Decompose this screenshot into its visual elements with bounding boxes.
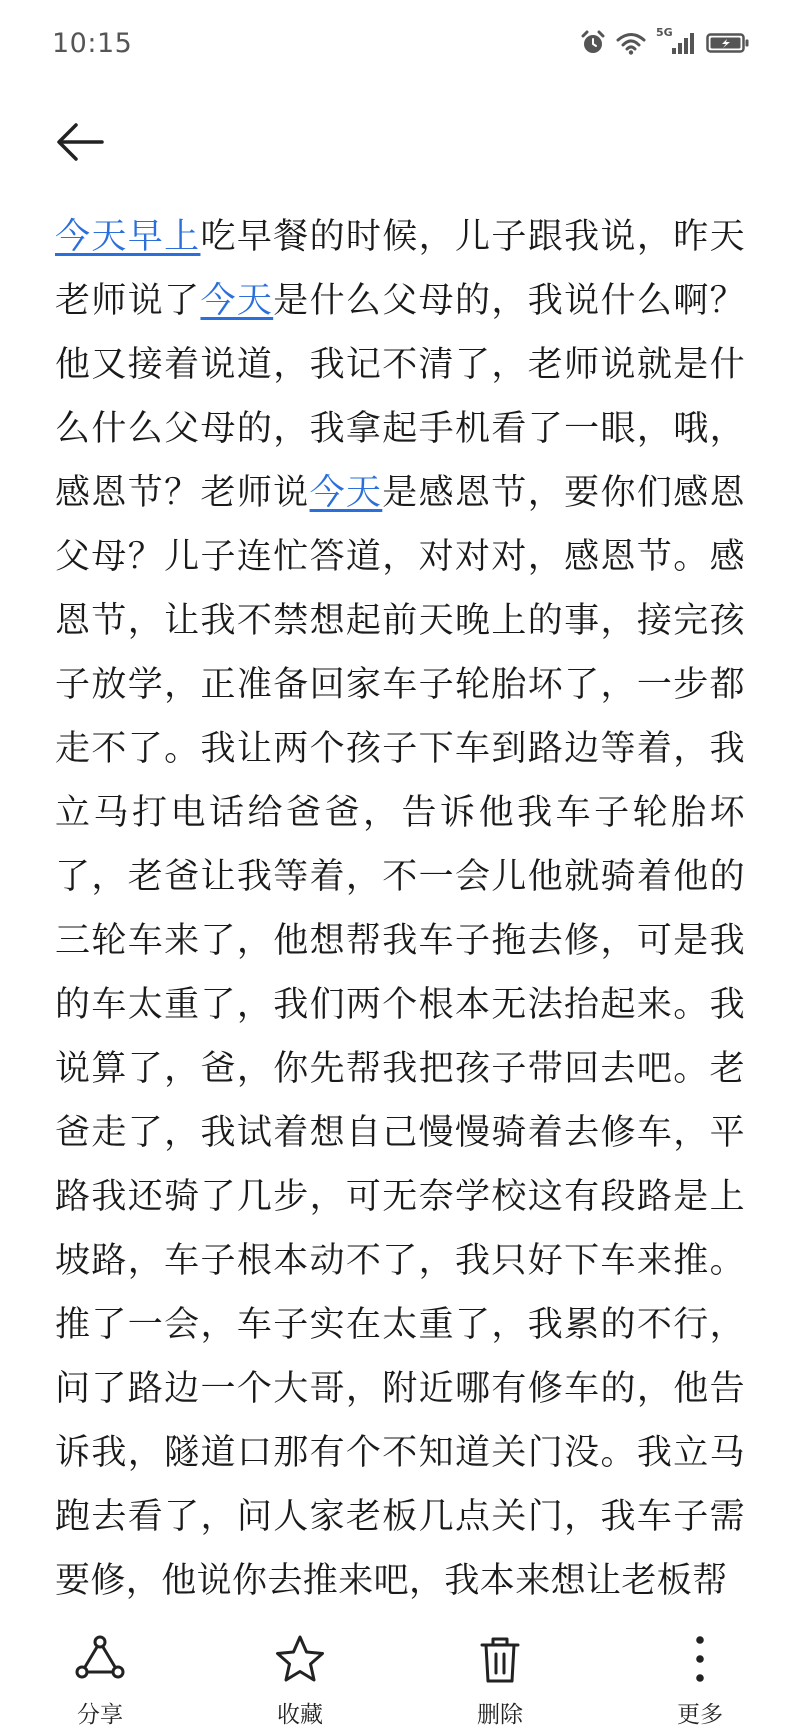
share-button[interactable]	[40, 1632, 160, 1732]
alarm-icon	[580, 30, 606, 56]
share-label: 分享	[77, 1702, 123, 1728]
article-body	[55, 205, 745, 1615]
status-bar	[0, 0, 800, 90]
delete-label: 删除	[477, 1702, 523, 1728]
article-text: 是感恩节，要你们感恩父母？儿子连忙答道，对对对，感恩节。感恩节，让我不禁想起前天晚上的事，接完孩子放学，正准备回家车子轮胎坏了，一步都走不了。我让两个孩子下车到路边等着，我立马打电话给爸爸，告诉他我车子轮胎坏了，老爸让我等着，不一会儿他就骑着他的三轮车来了，他想帮我车子拖去修，可是我的车太重了，我们两个根本无法抬起来。我说算了，爸，你先帮我把孩子带回去吧。老爸走了，我试着想自己慢慢骑着去修车，平路我还骑了几步，可无奈学校这有段路是上坡路，车子根本动不了，我只好下车来推。推了一会，车子实在太重了，我累的不行，问了路边一个大哥，附近哪有修车的，他告诉我，隧道口那有个不知道关门没。我立马跑去看了，问人家老板几点关门，我车子需要修，他说你去推来吧，我本来想让老板帮	[55, 473, 745, 1601]
cellular-signal-icon	[656, 26, 696, 56]
delete-button[interactable]	[440, 1632, 560, 1732]
trash-icon	[472, 1632, 528, 1688]
article-text: 是什么父母的，我说什么啊？他又接着说道，我记不清了，老师说就是什么什么父母的，我拿起手机看了一眼，哦，感恩节？老师说	[55, 281, 745, 513]
article-text: 吃早餐的时候，儿子跟我说，昨天老师说了	[55, 217, 745, 321]
favorite-button[interactable]	[240, 1632, 360, 1732]
arrow-left-icon	[52, 112, 112, 172]
status-icons	[580, 26, 750, 56]
more-button[interactable]	[640, 1632, 760, 1732]
article-link[interactable]: 今天早上	[55, 217, 201, 257]
article-link[interactable]: 今天	[309, 473, 383, 513]
network-type-label: 5G	[656, 26, 673, 39]
share-icon	[72, 1632, 128, 1688]
wifi-icon	[616, 31, 646, 55]
more-vertical-icon	[672, 1632, 728, 1688]
favorite-label: 收藏	[277, 1702, 323, 1728]
bottom-toolbar	[0, 1620, 800, 1733]
battery-icon	[706, 31, 750, 55]
article-link[interactable]: 今天	[200, 281, 274, 321]
star-icon	[272, 1632, 328, 1688]
back-button[interactable]	[52, 112, 112, 172]
status-time: 10:15	[52, 28, 133, 59]
more-label: 更多	[677, 1702, 723, 1728]
